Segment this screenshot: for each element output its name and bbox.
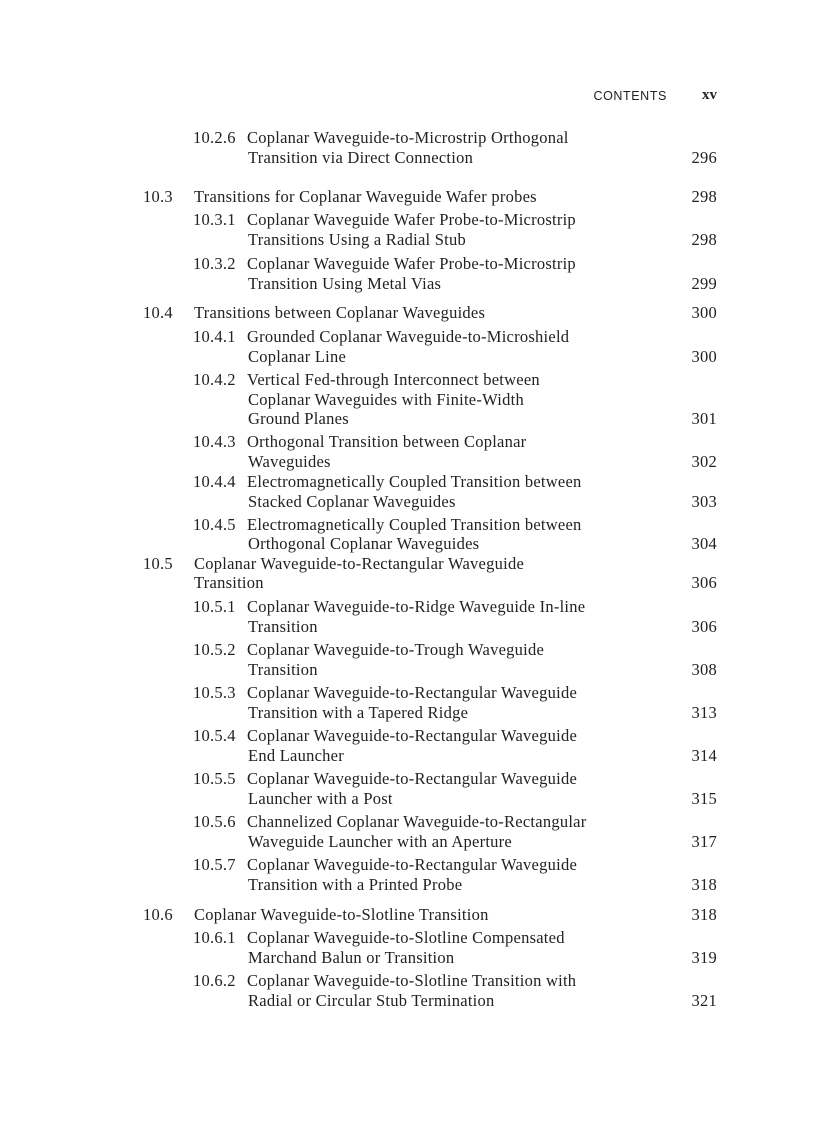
running-header-title: CONTENTS [593, 89, 667, 103]
toc-entry-title-line: Transition with a Printed Probe [248, 875, 463, 894]
toc-entry-number: 10.4.4 [193, 472, 236, 491]
toc-entry-title-line: Transition with a Tapered Ridge [248, 703, 469, 722]
toc-entry-page: 315 [691, 789, 717, 808]
toc-entry-title-line: Coplanar Waveguide-to-Microstrip Orthogonal [247, 128, 569, 147]
toc-entry-page: 306 [691, 617, 717, 636]
toc-entry-title-line: Coplanar Waveguide-to-Slotline Transition [194, 905, 489, 924]
toc-entry-page: 298 [691, 230, 717, 249]
toc-entry-number: 10.5.2 [193, 640, 236, 659]
toc-entry-title-line: Coplanar Waveguide-to-Slotline Compensated [247, 928, 565, 947]
toc-entry-number: 10.4.5 [193, 515, 236, 534]
toc-entry-title-line: Transitions between Coplanar Waveguides [194, 303, 486, 322]
toc-entry-title-line: Electromagnetically Coupled Transition between [247, 472, 582, 491]
toc-entry-title-line: Coplanar Waveguide Wafer Probe-to-Microstrip [247, 210, 576, 229]
toc-entry-number: 10.2.6 [193, 128, 236, 147]
toc-entry-title-line: Coplanar Waveguides with Finite-Width [248, 390, 524, 409]
toc-entry-title-line: Waveguide Launcher with an Aperture [248, 832, 512, 851]
toc-entry-title-line: Transition [194, 573, 264, 592]
toc-entry-title-line: Ground Planes [248, 409, 349, 428]
toc-entry-number: 10.4.2 [193, 370, 236, 389]
toc-entry-number: 10.4.3 [193, 432, 236, 451]
toc-entry-page: 304 [691, 534, 717, 553]
page-number: xv [702, 87, 717, 103]
toc-entry-number: 10.5.4 [193, 726, 236, 745]
toc-entry-page: 308 [691, 660, 717, 679]
toc-entry-number: 10.3 [143, 187, 173, 206]
toc-entry-number: 10.6.2 [193, 971, 236, 990]
toc-entry-title-line: Channelized Coplanar Waveguide-to-Rectangular [247, 812, 587, 831]
toc-entry-page: 300 [691, 303, 717, 322]
toc-entry-title-line: Marchand Balun or Transition [248, 948, 455, 967]
toc-entry-title-line: End Launcher [248, 746, 344, 765]
toc-entry-page: 301 [691, 409, 717, 428]
toc-entry-title-line: Coplanar Waveguide-to-Slotline Transition with [247, 971, 577, 990]
toc-entry-page: 306 [691, 573, 717, 592]
toc-entry-title-line: Coplanar Waveguide Wafer Probe-to-Microstrip [247, 254, 576, 273]
toc-entry-page: 296 [691, 148, 717, 167]
toc-entry-title-line: Coplanar Waveguide-to-Rectangular Waveguide [247, 683, 578, 702]
toc-entry-page: 300 [691, 347, 717, 366]
toc-entry-page: 302 [691, 452, 717, 471]
toc-entry-page: 318 [691, 875, 717, 894]
toc-entry-number: 10.4 [143, 303, 173, 322]
toc-entry-number: 10.5.5 [193, 769, 236, 788]
toc-entry-title-line: Transition Using Metal Vias [248, 274, 442, 293]
toc-entry-number: 10.3.2 [193, 254, 236, 273]
toc-entry-title-line: Coplanar Waveguide-to-Ridge Waveguide In-line [247, 597, 586, 616]
toc-entry-title-line: Coplanar Waveguide-to-Rectangular Waveguide [247, 855, 578, 874]
toc-entry-page: 319 [691, 948, 717, 967]
toc-entry-title-line: Waveguides [248, 452, 331, 471]
toc-entry-page: 313 [691, 703, 717, 722]
toc-entry-number: 10.6.1 [193, 928, 236, 947]
toc-entry-title-line: Orthogonal Transition between Coplanar [247, 432, 527, 451]
toc-entry-title-line: Transition via Direct Connection [248, 148, 474, 167]
toc-entry-title-line: Radial or Circular Stub Termination [248, 991, 495, 1010]
toc-entry-page: 321 [691, 991, 717, 1010]
toc-entry-page: 317 [691, 832, 717, 851]
toc-entry-title-line: Grounded Coplanar Waveguide-to-Microshield [247, 327, 570, 346]
toc-entry-title-line: Coplanar Waveguide-to-Trough Waveguide [247, 640, 545, 659]
toc-entry-page: 299 [691, 274, 717, 293]
toc-entry-title-line: Orthogonal Coplanar Waveguides [248, 534, 480, 553]
toc-entry-title-line: Transitions Using a Radial Stub [248, 230, 466, 249]
toc-entry-title-line: Transition [248, 660, 318, 679]
toc-entry-number: 10.3.1 [193, 210, 236, 229]
toc-entry-title-line: Coplanar Waveguide-to-Rectangular Waveguide [247, 726, 578, 745]
toc-entry-title-line: Transitions for Coplanar Waveguide Wafer probes [194, 187, 537, 206]
toc-entry-title-line: Stacked Coplanar Waveguides [248, 492, 456, 511]
toc-entry-number: 10.6 [143, 905, 173, 924]
toc-entry-title-line: Electromagnetically Coupled Transition between [247, 515, 582, 534]
toc-entry-title-line: Launcher with a Post [248, 789, 393, 808]
toc-entry-title-line: Transition [248, 617, 318, 636]
toc-entry-page: 314 [691, 746, 717, 765]
toc-entry-number: 10.5.6 [193, 812, 236, 831]
toc-entry-number: 10.5.1 [193, 597, 236, 616]
toc-entry-title-line: Coplanar Waveguide-to-Rectangular Waveguide [247, 769, 578, 788]
toc-entry-number: 10.5 [143, 554, 173, 573]
toc-entry-number: 10.5.3 [193, 683, 236, 702]
toc-entry-title-line: Vertical Fed-through Interconnect between [247, 370, 540, 389]
toc-entry-title-line: Coplanar Line [248, 347, 347, 366]
toc-entry-number: 10.4.1 [193, 327, 236, 346]
toc-entry-page: 298 [691, 187, 717, 206]
toc-entry-number: 10.5.7 [193, 855, 236, 874]
toc-entry-title-line: Coplanar Waveguide-to-Rectangular Waveguide [194, 554, 525, 573]
toc-entry-page: 318 [691, 905, 717, 924]
toc-entry-page: 303 [691, 492, 717, 511]
